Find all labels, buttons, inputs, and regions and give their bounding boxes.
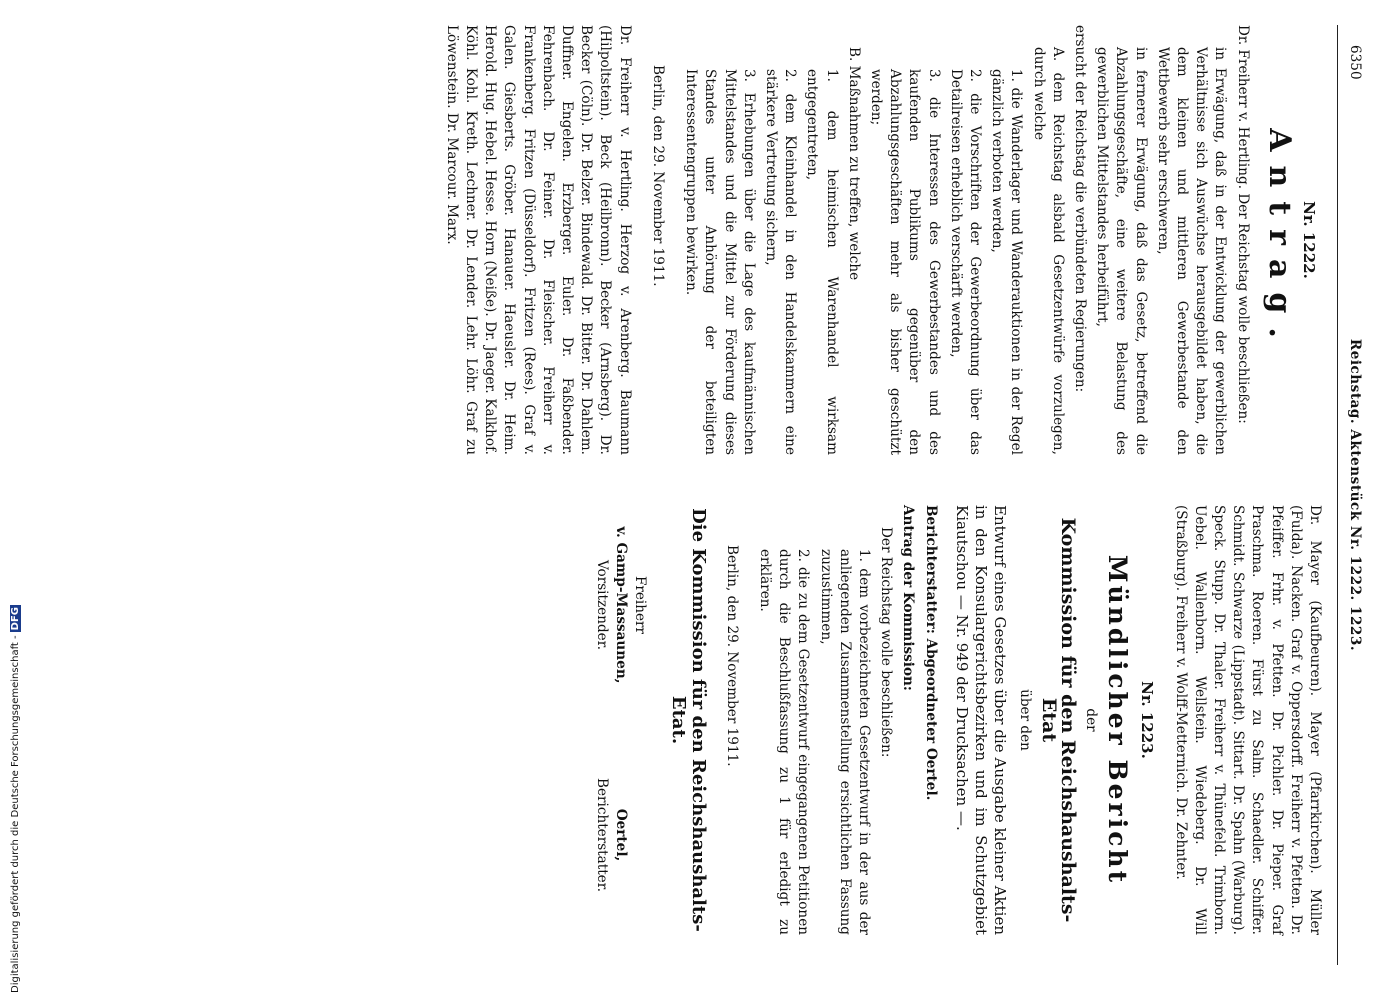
antrag-para-3: ersucht der Reichstag die verbündeten Regierungen:: [1071, 25, 1088, 393]
column-antrag: [439, 25, 1324, 455]
bericht-item-2: 2. die zu dem Gesetzentwurf eingegangenen Petitionen durch die Beschlußfassung zu 1 für erledigt zu erklären.: [756, 549, 812, 935]
antrag-number: Nr. 1222.: [1300, 201, 1318, 279]
antrag-item-a3: 3. die Interessen des Gewerbestandes und des kaufenden Publikums gegenüber den Abzahlungsgeschäften mehr als bisher geschützt werden;: [867, 69, 942, 455]
antrag-para-1: in Erwägung, daß in der Entwicklung der gewerblichen Verhältnisse sich Auswüchse herausgebildet haben, die dem kleinen und mittleren Gewerbestande den Wettbewerb sehr erschweren,: [1154, 47, 1229, 455]
signature-reporter: [592, 735, 650, 935]
antrag-title: Antrag.: [1261, 128, 1297, 352]
bericht-title: Mündlicher Bericht: [1103, 554, 1133, 886]
sig1-role: Vorsitzender.: [593, 559, 610, 651]
sig1-rank: Freiherr: [632, 575, 649, 635]
digitization-text: Digitalisierung gefördert durch die Deutsche Forschungsgemeinschaft -: [10, 635, 21, 993]
digitization-note: [10, 605, 21, 993]
bericht-entwurf: Entwurf eines Gesetzes über die Ausgabe kleiner Aktien in den Konsulargerichtsbezirken und im Schutzgebiet Kiautschou — Nr. 949 der Drucksachen —.: [952, 505, 1010, 935]
antrag-item-b3: 3. Erhebungen über die Lage des kaufmännischen Mittelstandes und die Mittel zur Förderung dieses Standes unter Anhörung der beteiligten Interessentengruppen bewirken.: [683, 69, 757, 455]
sig2-name: Oertel,: [613, 808, 630, 862]
antrag-item-a: A. dem Reichstag alsbald Gesetzentwürfe vorzulegen, durch welche: [1030, 47, 1066, 455]
column-bericht: [592, 505, 1325, 935]
bericht-antrag-heading: Antrag der Kommission:: [900, 505, 917, 691]
bericht-der: der: [1082, 708, 1099, 732]
antrag-item-a1: 1. die Wanderlager und Wanderauktionen in der Regel gänzlich verboten werden,: [989, 69, 1025, 455]
bericht-berichterstatter: Berichterstatter: Abgeordneter Oertel.: [922, 505, 939, 801]
signatories-continued: Dr. Mayer (Kaufbeuren). Mayer (Pfarrkirchen). Müller (Fulda). Nacken. Graf v. Oppersdorff. Freiherr v. Pfetten. Dr. Pfeiffer. Frhr. v. Pfetten. Dr. Pichler. Dr. Pieper. Graf Praschma. Roeren. Fürst zu Salm. Schaedler. Schiffer. Schmidt. Schwarze (Lippstadt). Sittart. Dr. Spahn (Warburg). Speck. Stupp. Dr. Thaler. Freiherr v. Thünefeld. Trimborn. Uebel. Wallenborn. Wellstein. Wiedeberg. Dr. Will (Straßburg). Freiherr v. Wolff-Metternich. Dr. Zehnter.: [1172, 505, 1323, 935]
dfg-logo: DFG: [10, 607, 21, 631]
antrag-signatories: Dr. Freiherr v. Hertling. Herzog v. Arenberg. Baumann (Hilpoltstein). Beck (Heilbronn). Becker (Arnsberg). Dr. Becker (Cöln). Dr. Belzer. Bindewald. Dr. Bitter. Dr. Dahlem. Duffner. Engelen. Erzberger. Euler. Dr. Faßbender. Fehrenbach. Dr. Feiner. Dr. Fleischer. Freiherr v. Frankenberg. Fritzen (Düsseldorf). Fritzen (Rees). Graf v. Galen. Giesberts. Gröber. Hanauer. Haeusler. Dr. Heim. Herold. Hug. Hebel. Hesse. Horn (Neiße). Dr. Jaeger. Kalkhof. Köhl. Kohl. Kreth. Lechner. Dr. Lender. Lehr. Löhr. Graf zu Löwenstein. Dr. Marcour. Marx.: [443, 25, 633, 455]
bericht-item-1: 1. dem vorbezeichneten Gesetzentwurf in der aus der anliegenden Zusammenstellung ersichtlichen Fassung zuzustimmen,: [817, 549, 872, 935]
sig1-name: v. Gamp-Massaunen,: [612, 526, 629, 684]
signature-chair: [592, 505, 650, 705]
antrag-item-b1: 1. dem heimischen Warenhandel wirksam entgegentreten,: [804, 69, 840, 455]
antrag-item-b: B. Maßnahmen zu treffen, welche: [845, 47, 862, 281]
page-header: [1336, 25, 1370, 965]
bericht-ueber: über den: [1017, 689, 1034, 751]
bericht-date: Berlin, den 29. November 1911.: [723, 545, 740, 767]
bericht-intro: Der Reichstag wolle beschließen:: [878, 527, 895, 758]
rotated-document-page: [260, 25, 1370, 965]
bericht-kommission: Die Kommission für den Reichshaushalts-Etat.: [668, 508, 709, 932]
header-rule: [1337, 25, 1338, 965]
bericht-commission: Kommission für den Reichshaushalts-Etat: [1037, 517, 1079, 923]
antrag-item-b2: 2. dem Kleinhandel in den Handelskammern eine stärkere Vertretung sichern,: [762, 69, 799, 455]
antrag-item-a2: 2. die Vorschriften der Gewerbeordnung über das Detailreisen erheblich verschärft werden,: [947, 69, 983, 455]
antrag-para-2: in fernerer Erwägung, daß das Gesetz, betreffend die Abzahlungsgeschäfte, eine weitere Belastung des gewerblichen Mittelstandes herbeiführt,: [1094, 47, 1149, 455]
signatures: [592, 505, 650, 935]
page-number: 6350: [1347, 45, 1363, 80]
antrag-date: Berlin, den 29. November 1911.: [649, 65, 666, 287]
sig2-role: Berichterstatter.: [593, 777, 610, 893]
running-title: Reichstag. Aktenstück Nr. 1222. 1223.: [1347, 338, 1363, 652]
bericht-number: Nr. 1223.: [1138, 681, 1157, 759]
antrag-intro: Dr. Freiherr v. Hertling. Der Reichstag wolle beschließen:: [1234, 25, 1251, 424]
